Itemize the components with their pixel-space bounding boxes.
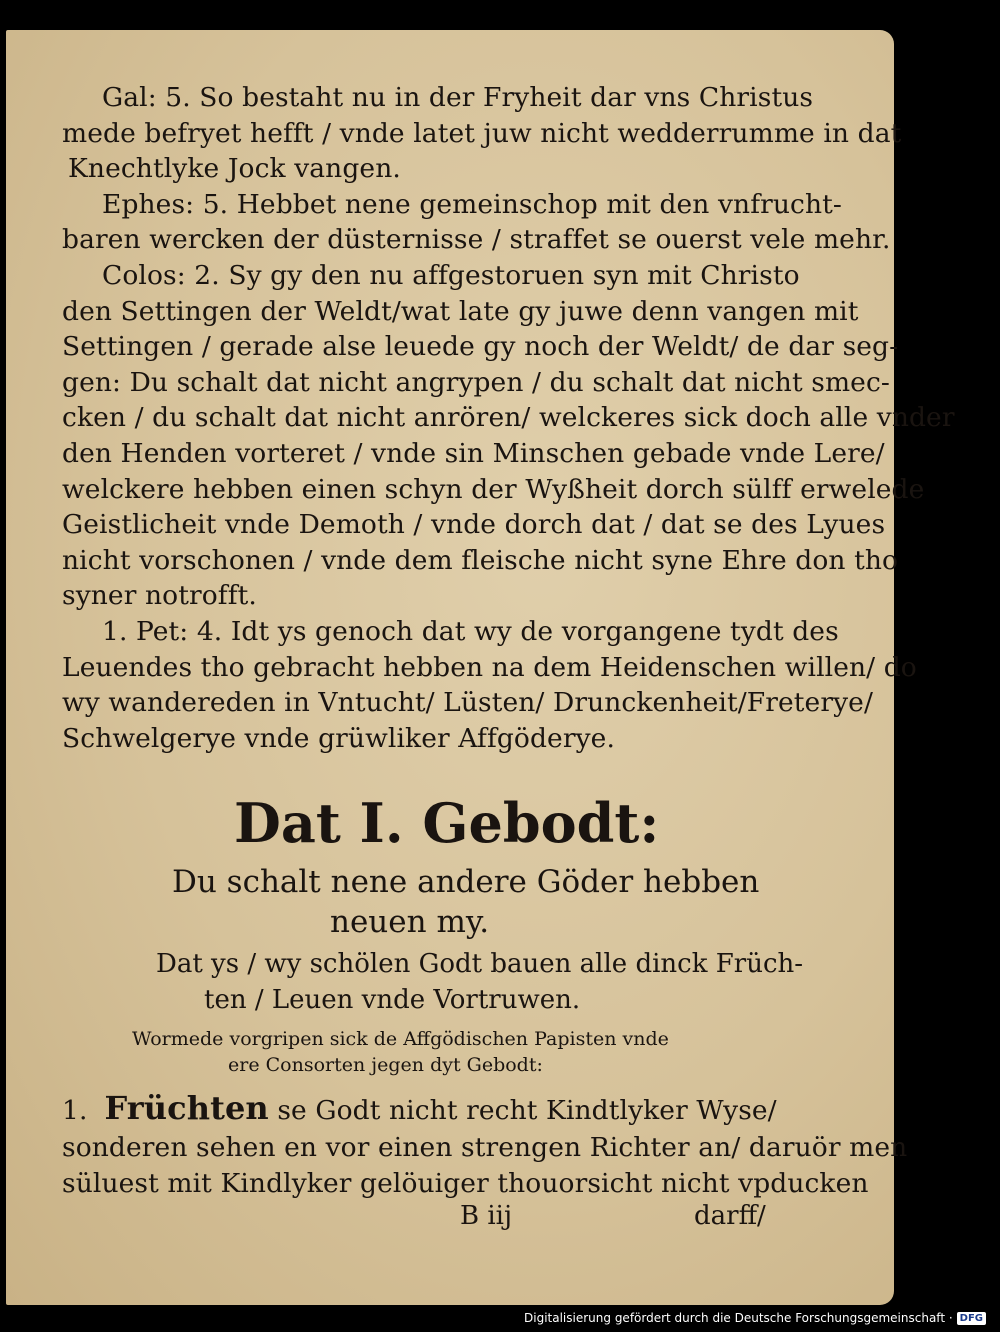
text-line: Ephes: 5. Hebbet nene gemeinschop mit den vnfrucht- xyxy=(102,188,842,220)
text-line: Settingen / gerade alse leuede gy noch der Weldt/ de dar seg- xyxy=(62,331,899,363)
page-foot xyxy=(62,1201,822,1235)
item-line-rest: se Godt nicht recht Kindtlyker Wyse/ xyxy=(268,1095,777,1127)
text-line: 1. Pet: 4. Idt ys genoch dat wy de vorgangene tydt des xyxy=(102,615,839,647)
text-line: süluest mit Kindlyker gelöuiger thouorsicht nicht vpducken xyxy=(62,1167,869,1199)
text-line: Knechtlyke Jock vangen. xyxy=(68,153,401,185)
item-number: 1. xyxy=(62,1095,88,1127)
digitization-credit xyxy=(524,1308,986,1328)
text-line: welckere hebben einen schyn der Wyßheit dorch sülff erwelede xyxy=(62,473,925,505)
text-line: baren wercken der düsternisse / straffet se ouerst vele mehr. xyxy=(62,224,891,256)
text-line: Colos: 2. Sy gy den nu affgestoruen syn mit Christo xyxy=(102,259,800,291)
text-line: nicht vorschonen / vnde dem fleische nicht syne Ehre don tho xyxy=(62,544,899,576)
text-line: syner notrofft. xyxy=(62,580,257,612)
credit-text: Digitalisierung gefördert durch die Deutsche Forschungsgemeinschaft · xyxy=(524,1311,953,1325)
text-line: gen: Du schalt dat nicht angrypen / du schalt dat nicht smec- xyxy=(62,366,890,398)
text-line: Gal: 5. So bestaht nu in der Fryheit dar vns Christus xyxy=(102,82,814,113)
page-text xyxy=(62,80,955,1235)
dfg-logo: DFG xyxy=(957,1312,986,1325)
text-line: Leuendes tho gebracht hebben na dem Heidenschen willen/ do xyxy=(62,651,917,683)
commandment-text-line: Du schalt nene andere Göder hebben xyxy=(172,864,760,901)
text-line: den Settingen der Weldt/wat late gy juwe denn vangen mit xyxy=(62,295,859,327)
text-line: sonderen sehen en vor einen strengen Richter an/ daruör men xyxy=(62,1132,908,1164)
section-intro-line: ere Consorten jegen dyt Gebodt: xyxy=(228,1054,543,1077)
signature-mark: B iij xyxy=(460,1201,513,1232)
book-page xyxy=(6,30,955,1305)
item-1-line xyxy=(62,1086,822,1130)
explanation-line: ten / Leuen vnde Vortruwen. xyxy=(204,985,581,1016)
explanation-line: Dat ys / wy schölen Godt bauen alle dinck Früch- xyxy=(156,949,804,980)
text-line: cken / du schalt dat nicht anrören/ welckeres sick doch alle vnder xyxy=(62,402,955,434)
item-first-word: Früchten xyxy=(104,1089,269,1128)
text-line: Schwelgerye vnde grüwliker Affgöderye. xyxy=(62,722,615,754)
commandment-heading: Dat I. Gebodt: xyxy=(234,791,660,856)
text-line: den Henden vorteret / vnde sin Minschen gebade vnde Lere/ xyxy=(62,437,885,469)
text-line: wy wandereden in Vntucht/ Lüsten/ Drunckenheit/Freterye/ xyxy=(62,687,873,719)
text-line: Geistlicheit vnde Demoth / vnde dorch dat / dat se des Lyues xyxy=(62,509,886,541)
commandment-text-line: neuen my. xyxy=(330,904,490,941)
section-intro-line: Wormede vorgripen sick de Affgödischen Papisten vnde xyxy=(132,1028,669,1051)
catchword: darff/ xyxy=(694,1201,766,1232)
text-line: mede befryet hefft / vnde latet juw nicht wedderrumme in dat xyxy=(62,117,902,149)
